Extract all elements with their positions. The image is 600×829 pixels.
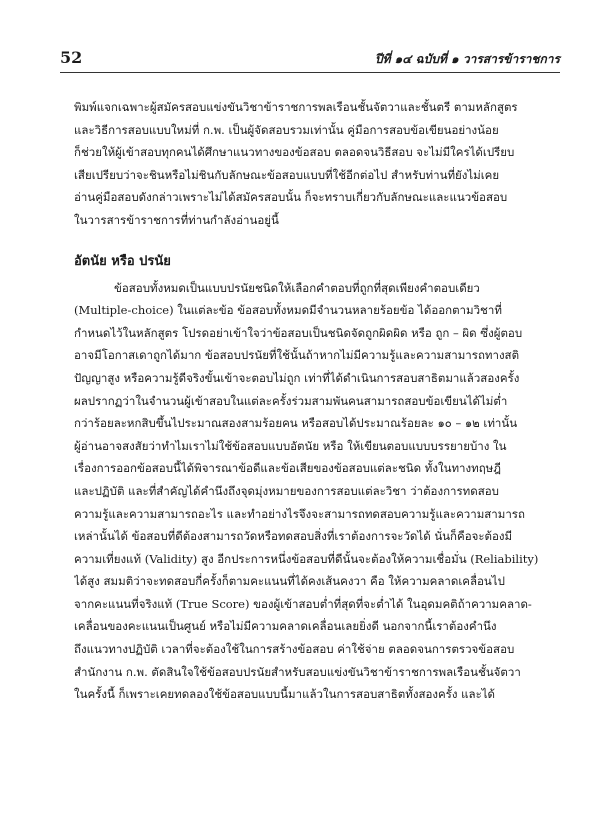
text-line: สำนักงาน ก.พ. ตัดสินใจใช้ข้อสอบปรนัยสำหรับสอบแข่งขันวิชาข้าราชการพลเรือนชั้นจัตวา [74, 664, 521, 679]
text-line: ก็ช่วยให้ผู้เข้าสอบทุกคนได้ศึกษาแนวทางของข้อสอบ ตลอดจนวิธีสอบ จะไม่มีใครได้เปรียบ [74, 145, 515, 160]
text-line: จากคะแนนที่จริงแท้ (True Score) ของผู้เข้าสอบต่ำที่สุดที่จะต่ำได้ ในอุดมคติถ้าความคลาด- [74, 596, 532, 611]
text-line: พิมพ์แจกเฉพาะผู้สมัครสอบแข่งขันวิชาข้าราชการพลเรือนชั้นจัตวาและชั้นตรี ตามหลักสูตร [74, 100, 518, 114]
text-line: ปัญญาสูง หรือความรู้ดีจริงขั้นเข้าจะตอบไม่ถูก เท่าที่ได้ดำเนินการสอบสาธิตมาแล้วสองครั้ง [74, 370, 520, 385]
text-line: ผลปรากฏว่าในจำนวนผู้เข้าสอบในแต่ละครั้งร่วมสามพันคนสามารถสอบข้อเขียนได้ไม่ต่ำ [74, 393, 508, 408]
text-line: เรื่องการออกข้อสอบนี้ได้พิจารณาข้อดีและข้อเสียของข้อสอบแต่ละชนิด ทั้งในทางทฤษฎี [74, 461, 501, 476]
article-body [74, 96, 562, 706]
text-line: ได้สูง สมมติว่าจะทดสอบกี่ครั้งก็ตามคะแนนที่ได้คงเส้นคงวา คือ ให้ความคลาดเคลื่อนไป [74, 574, 505, 589]
text-line: ในครั้งนี้ ก็เพราะเคยทดลองใช้ข้อสอบแบบนี้มาแล้วในการสอบสาธิตทั้งสองครั้ง และได้ [74, 687, 496, 702]
text-line: อ่านคู่มือสอบดังกล่าวเพราะไม่ได้สมัครสอบนั้น ก็จะทราบเกี่ยวกับลักษณะและแนวข้อสอบ [74, 190, 508, 205]
header-rule [60, 72, 560, 73]
text-line: อาจมีโอกาสเดาถูกได้มาก ข้อสอบปรนัยที่ใช้นั้นถ้าหากไม่มีความรู้และความสามารถทางสติ [74, 348, 520, 363]
text-line: ในวารสารข้าราชการที่ท่านกำลังอ่านอยู่นี้ [74, 212, 279, 227]
text-line: ความเที่ยงแท้ (Validity) สูง อีกประการหนึ่งข้อสอบที่ดีนั้นจะต้องให้ความเชื่อมั่น (Reliability) [74, 551, 539, 566]
section-heading: อัตนัย หรือ ปรนัย [74, 253, 171, 269]
text-line: ผู้อ่านอาจสงสัยว่าทำไมเราไม่ใช้ข้อสอบแบบอัตนัย หรือ ให้เขียนตอบแบบบรรยายบ้าง ใน [74, 438, 507, 453]
text-line: (Multiple-choice) ในแต่ละข้อ ข้อสอบทั้งหมดมีจำนวนหลายร้อยข้อ ได้ออกตามวิชาที่ [74, 303, 502, 318]
paragraph-2 [74, 277, 562, 706]
page-header [60, 48, 560, 72]
text-line: ความรู้และความสามารถอะไร และทำอย่างไรจึงจะสามารถทดสอบความรู้และความสามารถ [74, 506, 525, 521]
paragraph-1 [74, 96, 562, 232]
page-number: 52 [60, 48, 83, 67]
running-head: ปีที่ ๑๔ ฉบับที่ ๑ วารสารข้าราชการ [374, 52, 560, 66]
text-line: และปฏิบัติ และที่สำคัญได้คำนึงถึงจุดมุ่งหมายของการสอบแต่ละวิชา ว่าต้องการทดสอบ [74, 483, 499, 498]
text-line: เหล่านั้นได้ ข้อสอบที่ดีต้องสามารถวัดหรือทดสอบสิ่งที่เราต้องการจะวัดได้ นั่นก็คือจะต้องมี [74, 529, 513, 544]
text-line: ข้อสอบทั้งหมดเป็นแบบปรนัยชนิดให้เลือกคำตอบที่ถูกที่สุดเพียงคำตอบเดียว [114, 280, 480, 295]
text-line: เสียเปรียบว่าจะชินหรือไม่ชินกับลักษณะข้อสอบแบบที่ใช้อีกต่อไป สำหรับท่านที่ยังไม่เคย [74, 167, 500, 182]
text-line: ถึงแนวทางปฏิบัติ เวลาที่จะต้องใช้ในการสร้างข้อสอบ ค่าใช้จ่าย ตลอดจนการตรวจข้อสอบ [74, 642, 515, 657]
text-line: และวิธีการสอบแบบใหม่ที่ ก.พ. เป็นผู้จัดสอบรวมเท่านั้น คู่มือการสอบข้อเขียนอย่างน้อย [74, 122, 499, 137]
text-line: กว่าร้อยละหกสิบขึ้นไประมาณสองสามร้อยคน หรือสอบได้ประมาณร้อยละ ๑๐ – ๑๒ เท่านั้น [74, 416, 518, 431]
text-line: เคลื่อนของคะแนนเป็นศูนย์ หรือไม่มีความคลาดเคลื่อนเลยยิ่งดี นอกจากนี้เราต้องคำนึง [74, 619, 497, 634]
text-line: กำหนดไว้ในหลักสูตร โปรดอย่าเข้าใจว่าข้อสอบเป็นชนิดจัดถูกผิดผิด หรือ ถูก – ผิด ซึ่งผู้ตอบ [74, 325, 523, 340]
